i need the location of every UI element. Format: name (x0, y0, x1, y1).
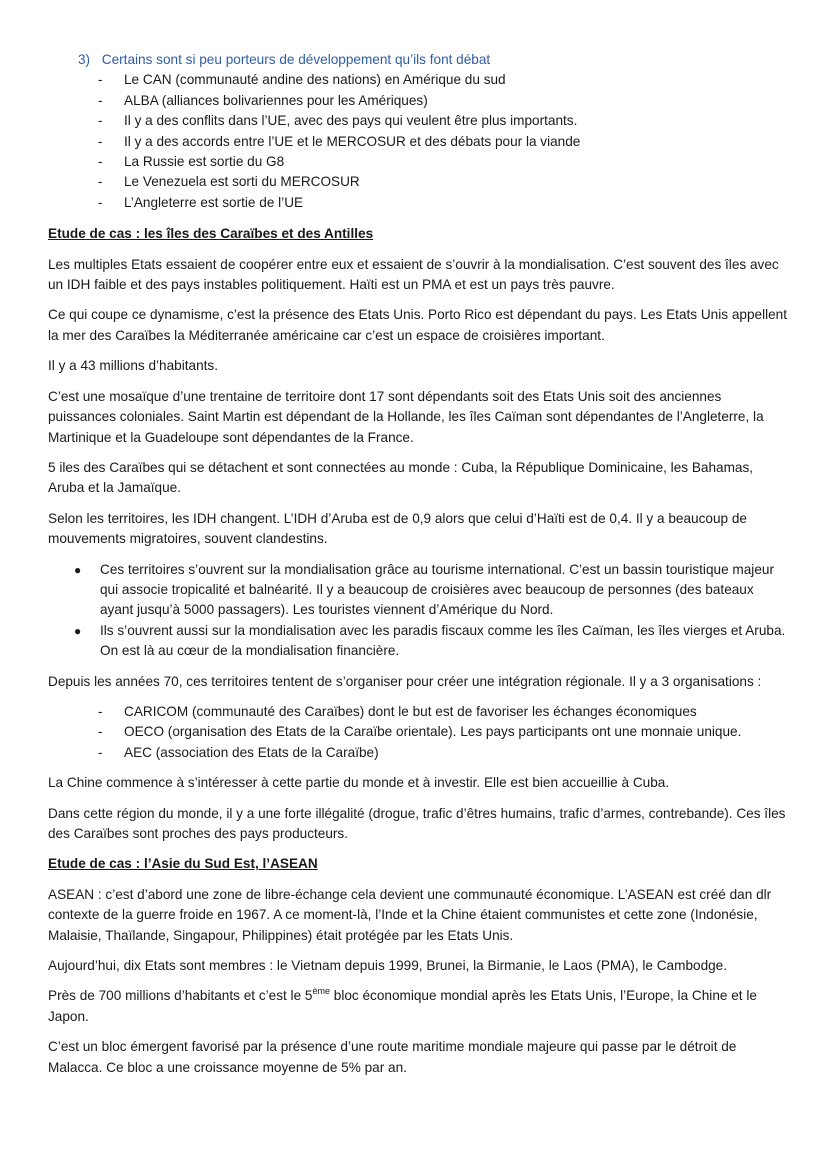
superscript: ème (312, 986, 330, 997)
bullet-item: ● Ils s’ouvrent aussi sur la mondialisation avec les paradis fiscaux comme les îles Caïman, les îles vierges et Aruba. On est là au cœur de la mondialisation financière. (74, 622, 786, 659)
paragraph: C’est une mosaïque d’une trentaine de territoire dont 17 sont dépendants soit des Etats Unis soit des anciennes puissances coloniales. Saint Martin est dépendant de la Hollande, les îles Caïman sont dépendantes de l’Angleterre, la Martinique et la Guadeloupe sont dépendantes de la France. (48, 388, 764, 445)
list-item: - AEC (association des Etats de la Caraïbe) (98, 744, 379, 760)
list-item: - CARICOM (communauté des Caraïbes) dont le but est de favoriser les échanges économiques (98, 703, 697, 719)
paragraph: Aujourd’hui, dix Etats sont membres : le Vietnam depuis 1999, Brunei, la Birmanie, le Laos (PMA), le Cambodge. (48, 958, 728, 974)
list-item: - Le Venezuela est sorti du MERCOSUR (98, 174, 360, 190)
caribbean-heading: Etude de cas : les îles des Caraïbes et des Antilles (48, 226, 374, 242)
paragraph: Depuis les années 70, ces territoires tentent de s’organiser pour créer une intégration régionale. Il y a 3 organisations : (48, 673, 762, 689)
paragraph: La Chine commence à s’intéresser à cette partie du monde et à investir. Elle est bien accueillie à Cuba. (48, 775, 670, 791)
paragraph: 5 iles des Caraïbes qui se détachent et sont connectées au monde : Cuba, la République Dominicaine, les Bahamas, Aruba et la Jamaïque. (48, 459, 754, 496)
list-item: - La Russie est sortie du G8 (98, 154, 285, 170)
paragraph: Dans cette région du monde, il y a une forte illégalité (drogue, trafic d’êtres humains, trafic d’armes, contrebande). Ces îles des Caraïbes sont proches des pays producteurs. (48, 805, 786, 841)
section-3-heading (78, 50, 788, 70)
bullet-icon: ● (74, 562, 82, 577)
list-item: - Il y a des accords entre l’UE et le MERCOSUR et des débats pour la viande (98, 133, 581, 149)
bullet-icon: ● (74, 623, 82, 638)
paragraph: Selon les territoires, les IDH changent. L’IDH d’Aruba est de 0,9 alors que celui d’Haïti est de 0,4. Il y a beaucoup de mouvements migratoires, souvent clandestins. (48, 510, 747, 547)
paragraph: Les multiples Etats essaient de coopérer entre eux et essaient de s’ouvrir à la mondialisation. C’est souvent des îles avec un IDH faible et des pays instables politiquement. Haïti est un PMA et est un pays très pauvre. (48, 256, 779, 293)
list-item: - Il y a des conflits dans l’UE, avec des pays qui veulent être plus importants. (98, 113, 578, 129)
paragraph: Près de 700 millions d’habitants et c’est le 5ème bloc économique mondial après les Etats Unis, l’Europe, la Chine et le Japon. (48, 986, 757, 1024)
section-3-list (48, 70, 788, 213)
section-number: 3) (78, 52, 91, 67)
paragraph: Il y a 43 millions d’habitants. (48, 358, 219, 374)
caribbean-bullets (48, 560, 788, 662)
paragraph: C’est un bloc émergent favorisé par la présence d’une route maritime mondiale majeure qui passe par le détroit de Malacca. Ce bloc a une croissance moyenne de 5% par an. (48, 1039, 737, 1075)
bullet-item: ● Ces territoires s’ouvrent sur la mondialisation grâce au tourisme international. C’est un bassin touristique majeur qui associe tropicalité et balnéarité. Il y a beaucoup de croisières avec beaucoup de personnes (des bateaux ayant jusqu’à 5000 passagers). Les touristes viennent d’Amérique du Nord. (74, 561, 774, 618)
organisations-list (48, 702, 788, 763)
paragraph: Ce qui coupe ce dynamisme, c’est la présence des Etats Unis. Porto Rico est dépendant du pays. Les Etats Unis appellent la mer des Caraïbes la Méditerranée américaine car c’est un espace de croisières important. (48, 307, 788, 343)
list-item: - Le CAN (communauté andine des nations) en Amérique du sud (98, 72, 506, 88)
paragraph: ASEAN : c’est d’abord une zone de libre-échange cela devient une communauté économique. L’ASEAN est créé dan dlr contexte de la guerre froide en 1967. A ce moment-là, l’Inde et la Chine étaient communistes et cette zone (Indonésie, Malaisie, Thaïlande, Singapour, Philippines) était protégée par les Etats Unis. (48, 886, 772, 943)
section-title: Certains sont si peu porteurs de développement qu’ils font débat (101, 52, 491, 67)
document-page (48, 50, 788, 1088)
list-item: - OECO (organisation des Etats de la Caraïbe orientale). Les pays participants ont une monnaie unique. (98, 724, 742, 740)
asean-heading: Etude de cas : l’Asie du Sud Est, l’ASEAN (48, 856, 318, 872)
list-item: - L’Angleterre est sortie de l’UE (98, 194, 304, 210)
list-item: - ALBA (alliances bolivariennes pour les Amériques) (98, 92, 428, 108)
